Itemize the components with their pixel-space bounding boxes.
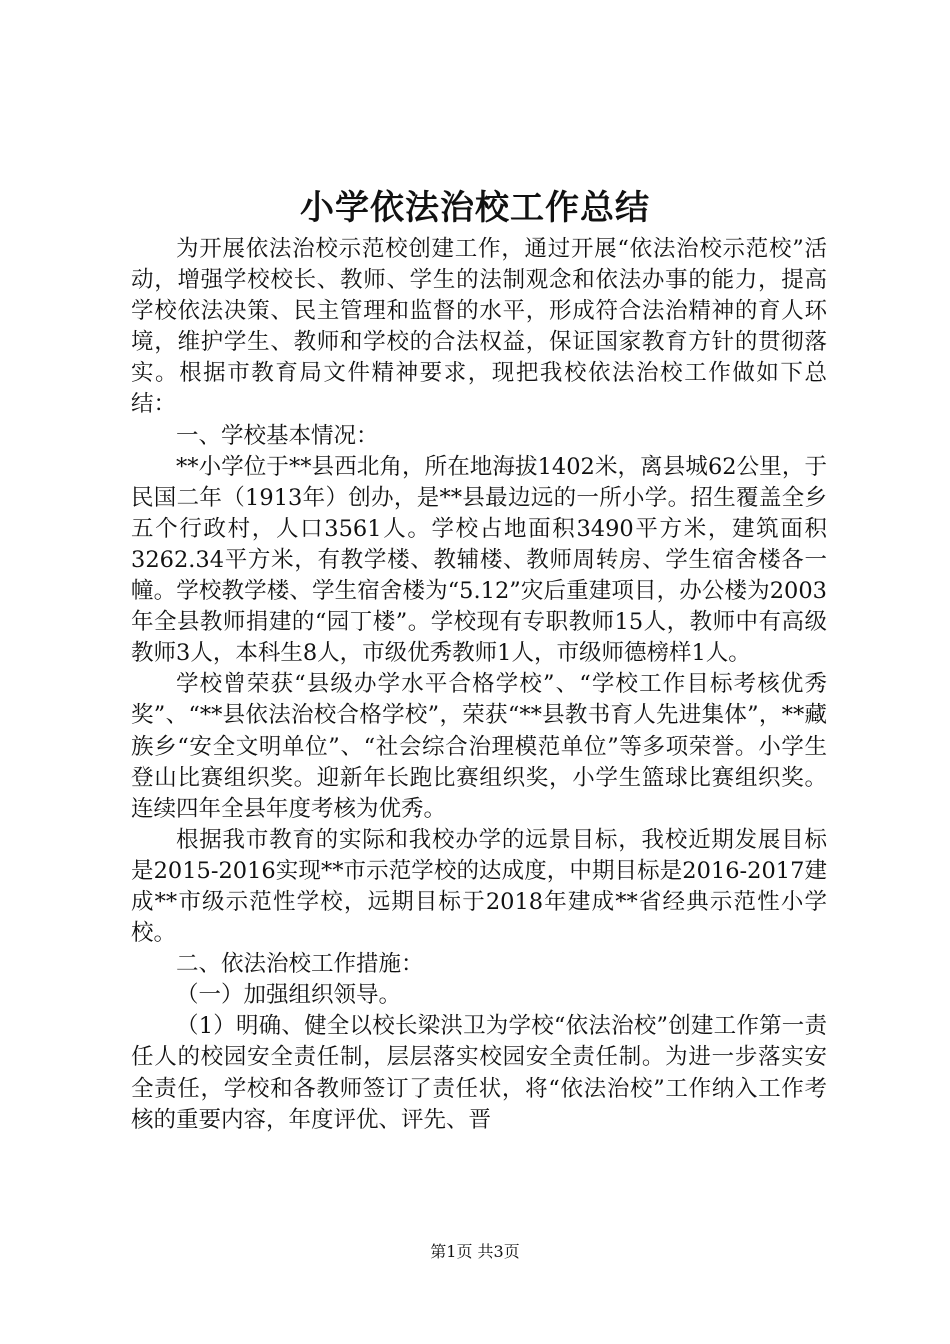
paragraph-school-profile: **小学位于**县西北角，所在地海拔1402米，离县城62公里，于民国二年（1913年）创办，是**县最边远的一所小学。招生覆盖全乡五个行政村，人口3561人。学校占地面积3490平方米，建筑面积3262.34平方米，有教学楼、教辅楼、教师周转房、学生宿舍楼各一幢。学校教学楼、学生宿舍楼为“5.12”灾后重建项目，办公楼为2003年全县教师捐建的“园丁楼”。学校现有专职教师15人，教师中有高级教师3人，本科生8人，市级优秀教师1人，市级师德榜样1人。 <box>131 453 827 667</box>
page-number: 第1页 共3页 <box>430 1242 520 1261</box>
paragraph-intro: 为开展依法治校示范校创建工作，通过开展“依法治校示范校”活动，增强学校校长、教师、学生的法制观念和依法办事的能力，提高学校依法决策、民主管理和监督的水平，形成符合法治精神的育人环境，维护学生、教师和学校的合法权益，保证国家教育方针的贯彻落实。根据市教育局文件精神要求，现把我校依法治校工作做如下总结： <box>131 236 827 418</box>
paragraph-honors: 学校曾荣获“县级办学水平合格学校”、“学校工作目标考核优秀奖”、“**县依法治校合格学校”，荣获“**县教书育人先进集体”，**藏族乡“安全文明单位”、“社会综合治理模范单位”等多项荣誉。小学生登山比赛组织奖。迎新年长跑比赛组织奖，小学生篮球比赛组织奖。连续四年全县年度考核为优秀。 <box>131 671 827 822</box>
paragraph-responsibility: （1）明确、健全以校长梁洪卫为学校“依法治校”创建工作第一责任人的校园安全责任制，层层落实校园安全责任制。为进一步落实安全责任，学校和各教师签订了责任状，将“依法治校”工作纳入工作考核的重要内容，年度评优、评先、晋 <box>131 1013 827 1133</box>
paragraph-goals: 根据我市教育的实际和我校办学的远景目标，我校近期发展目标是2015-2016实现**市示范学校的达成度，中期目标是2016-2017建成**市级示范性学校，远期目标于2018年建成**省经典示范性小学校。 <box>131 826 827 947</box>
document-title: 小学依法治校工作总结 <box>300 188 650 228</box>
document-body <box>131 234 827 1136</box>
subheading-organization: （一）加强组织领导。 <box>176 982 402 1009</box>
heading-school-basics: 一、学校基本情况： <box>176 422 379 449</box>
heading-measures: 二、依法治校工作措施： <box>176 951 424 978</box>
